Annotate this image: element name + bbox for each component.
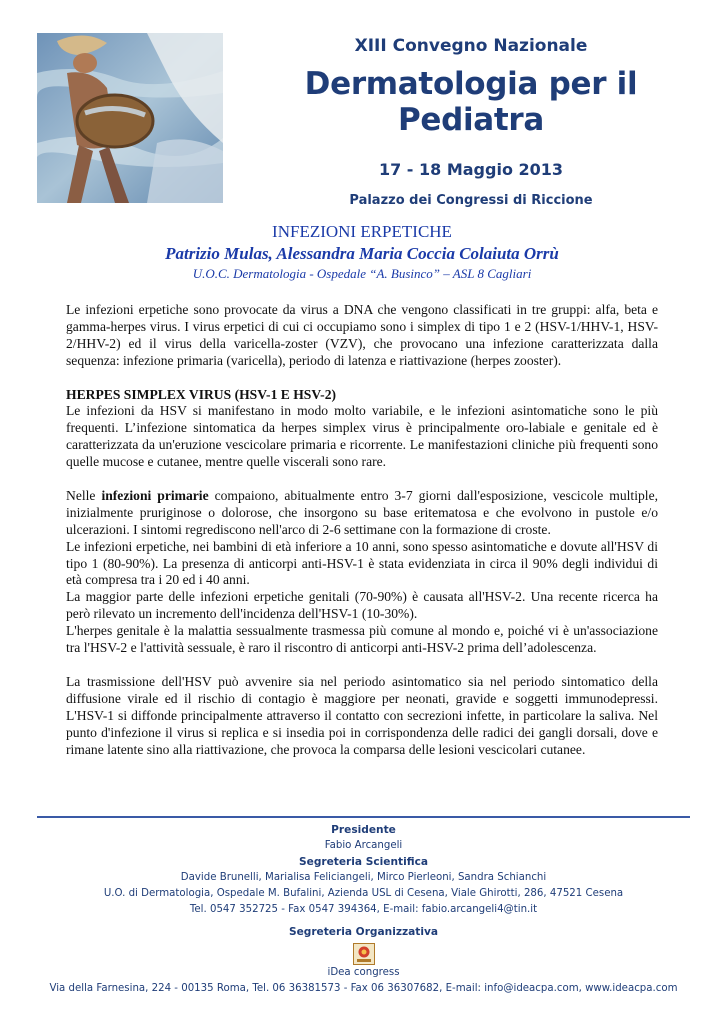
p2-rest: compaiono, abitualmente entro 3-7 giorni dall'esposizione, vescicole multiple, inizialmente pruriginose o dolorose, che insorgono su base eritematosa e che evolvono in pustole e/o ulcerazioni. I sintomi regrediscono nell'arco di 2-6 settimane con la formazione di croste.	[66, 487, 658, 537]
paragraph-gap	[66, 370, 658, 387]
president-name: Fabio Arcangeli	[324, 840, 403, 851]
page-header	[0, 0, 724, 210]
fisherman-painting-image	[37, 33, 223, 203]
footer-divider	[37, 816, 690, 818]
page-footer	[37, 822, 690, 997]
scientific-secretariat-label: Segreteria Scientifica	[299, 856, 428, 868]
article-affiliation: U.O.C. Dermatologia - Ospedale “A. Businco” – ASL 8 Cagliari	[192, 266, 532, 281]
paragraph-children-infections: Le infezioni erpetiche, nei bambini di età inferiore a 10 anni, sono spesso asintomatiche e dovute all'HSV di tipo 1 (80-90%). La presenza di anticorpi anti-HSV-1 è stata evidenziata in circa il 90% degli individui di età compresa tra i 20 ed i 40 anni.	[66, 538, 658, 588]
paragraph-hsv-variability: Le infezioni da HSV si manifestano in modo molto variabile, e le infezioni asintomatiche sono le più frequenti. L’infezione sintomatica da herpes simplex virus è principalmente oro-labiale e genitale ed è caratterizzata da un'eruzione vescicolare primaria e ricorrente. Le manifestazioni cliniche più frequenti sono quelle mucose e cutanee, mentre quelle viscerali sono rare.	[66, 403, 658, 470]
idea-congress-logo-icon	[353, 943, 375, 965]
organizing-secretariat-label: Segreteria Organizzativa	[288, 926, 439, 938]
conference-title-block	[236, 30, 706, 208]
conference-subtitle: XIII Convegno Nazionale	[354, 36, 588, 56]
scientific-secretariat-contacts: Tel. 0547 352725 - Fax 0547 394364, E-mail: fabio.arcangeli4@tin.it	[189, 904, 538, 915]
section-heading: HERPES SIMPLEX VIRUS (HSV-1 E HSV-2)	[66, 386, 337, 402]
article-authors: Patrizio Mulas, Alessandra Maria Coccia Colaiuta Orrù	[165, 244, 559, 263]
organizing-secretariat-name: iDea congress	[327, 967, 400, 978]
conference-title: Dermatologia per il Pediatra	[304, 66, 638, 138]
paragraph-genital-infections: La maggior parte delle infezioni erpetiche genitali (70-90%) è causata all'HSV-2. Una recente ricerca ha però rilevato un incremento dell'incidenza dell'HSV-1 (10-30%).	[66, 589, 658, 622]
header-painting	[37, 33, 223, 203]
paragraph-transmission: La trasmissione dell'HSV può avvenire sia nel periodo asintomatico sia nel periodo sintomatico della diffusione virale ed il rischio di contagio è maggiore per neonati, gravide e soggetti immunodepressi. L'HSV-1 si diffonde principalmente attraverso il contatto con secrezioni infette, in particolare la saliva. Nel punto d'infezione il virus si replica e si insedia poi in corrispondenza delle radici dei gangli dorsali, dove e rimane latente sino alla riattivazione, che provoca la comparsa delle lesioni vescicolari cutanee.	[66, 673, 658, 757]
article-body	[66, 302, 658, 758]
paragraph-gap	[66, 657, 658, 674]
p2-bold-term: infezioni primarie	[101, 487, 209, 503]
paragraph-primary-infections	[66, 488, 658, 539]
intro-paragraph: Le infezioni erpetiche sono provocate da virus a DNA che vengono classificati in tre gruppi: alfa, beta e gamma-herpes virus. I virus erpetici di cui ci occupiamo sono i simplex di tipo 1 e 2 (HSV-1/HHV-1, HSV-2/HHV-2) ed il virus della varicella-zoster (VZV), che provocano una infezione caratterizzata dalla sequenza: infezione primaria (varicella), periodo di latenza e riattivazione (herpes zooster).	[66, 302, 658, 368]
conference-dates: 17 - 18 Maggio 2013	[378, 160, 564, 179]
scientific-secretariat-address: U.O. di Dermatologia, Ospedale M. Bufalini, Azienda USL di Cesena, Viale Ghirotti, 286, 47521 Cesena	[103, 888, 624, 899]
paragraph-gap	[66, 471, 658, 488]
p2-lead: Nelle	[66, 487, 102, 503]
article-heading	[40, 222, 684, 282]
president-label: Presidente	[331, 824, 396, 836]
paragraph-genital-herpes: L'herpes genitale è la malattia sessualmente trasmessa più comune al mondo e, poiché vi è un'associazione tra l'HSV-2 e l'attività sessuale, è raro il riscontro di anticorpi anti-HSV-2 prima dell’adolescenza.	[66, 623, 658, 656]
scientific-secretariat-names: Davide Brunelli, Marialisa Feliciangeli, Mirco Pierleoni, Sandra Schianchi	[180, 872, 547, 883]
article-title: INFEZIONI ERPETICHE	[272, 222, 452, 241]
conference-venue: Palazzo dei Congressi di Riccione	[349, 193, 593, 208]
organizing-secretariat-address: Via della Farnesina, 224 - 00135 Roma, Tel. 06 36381573 - Fax 06 36307682, E-mail: info@ideacpa.com, www.ideacpa.com	[49, 983, 678, 994]
